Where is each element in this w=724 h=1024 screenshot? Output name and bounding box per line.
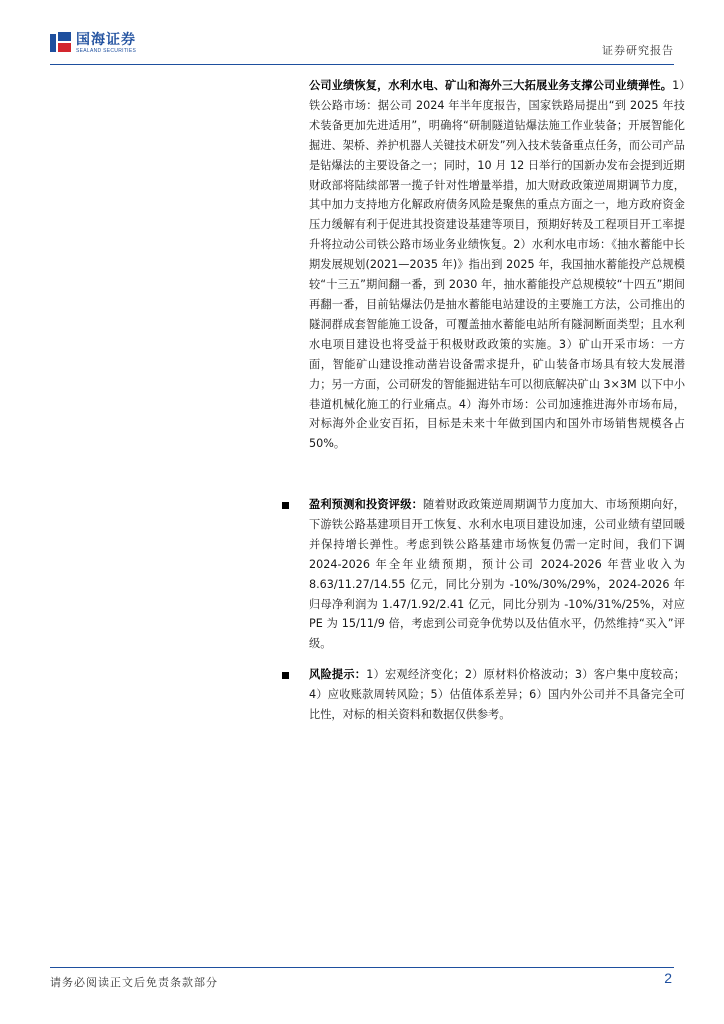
page-header [50,28,674,64]
disclaimer-note: 请务必阅读正文后免责条款部分 [50,976,218,989]
paragraph-text: 随着财政政策逆周期调节力度加大、市场预期向好，下游铁公路基建项目开工恢复、水利水电项目建设加速，公司业绩有望回暖并保持增长弹性。考虑到铁公路基建市场恢复仍需一定时间，我们下调 2024-2026 年全年业绩预期，预计公司 2024-2026 年营业收入为 8.63/11.27/14.55 亿元，同比分别为 -10%/30%/29%，2024-2026 年归母净利润为 1.47/1.92/2.41 亿元，同比分别为 -10%/31%/25%，对应 PE 为 15/11/9 倍，考虑到公司竞争优势以及估值水平，仍然维持“买入”评级。 [309,498,685,651]
paragraph-lead: 公司业绩恢复，水利水电、矿山和海外三大拓展业务支撑公司业绩弹性。 [309,79,673,92]
logo-name-en: SEALAND SECURITIES [76,47,137,54]
report-type-label: 证券研究报告 [602,44,674,57]
bullet-square-icon [282,502,289,509]
forecast-rating-paragraph [309,495,685,654]
paragraph-text: 1）宏观经济变化；2）原材料价格波动；3）客户集中度较高；4）应收账款周转风险；5）估值体系差异；6）国内外公司并不具备完全可比性，对标的相关资料和数据仅供参考。 [309,668,685,721]
company-logo [50,32,136,54]
business-recovery-paragraph [309,76,685,454]
logo-mark-icon [50,32,72,54]
bullet-square-icon [282,672,289,679]
header-divider [50,64,674,65]
paragraph-lead: 风险提示： [309,668,367,681]
logo-name-cn: 国海证券 [76,31,136,48]
page-number: 2 [664,970,672,986]
footer-divider [50,967,674,968]
paragraph-lead: 盈利预测和投资评级： [309,498,423,511]
risk-warning-paragraph [309,665,685,725]
paragraph-text: 1）铁公路市场：据公司 2024 年半年度报告，国家铁路局提出“到 2025 年技术装备更加先进适用”，明确将“研制隧道钻爆法施工作业装备；开展智能化掘进、架桥、养护机器人关键技术研发”列入技术装备重点任务，而公司产品是钻爆法的主要设备之一；同时，10 月 12 日举行的国新办发布会提到近期财政部将陆续部署一揽子针对性增量举措，加大财政政策逆周期调节力度，其中加力支持地方化解政府债务风险是聚焦的重点方面之一，地方政府资金压力缓解有利于促进其投资建设基建等项目，预期好转及工程项目开工率提升将拉动公司铁公路市场业务业绩恢复。2）水利水电市场：《抽水蓄能中长期发展规划(2021—2035 年)》指出到 2025 年，我国抽水蓄能投产总规模较“十三五”期间翻一番，到 2030 年，抽水蓄能投产总规模较“十四五”期间再翻一番，目前钻爆法仍是抽水蓄能电站建设的主要施工方法，公司推出的隧洞群成套智能施工设备，可覆盖抽水蓄能电站所有隧洞断面类型；且水利水电项目建设也将受益于积极财政政策的实施。3）矿山开采市场：一方面，智能矿山建设推动凿岩设备需求提升，矿山装备市场具有较大发展潜力；另一方面，公司研发的智能掘进钻车可以彻底解决矿山 3×3M 以下中小巷道机械化施工的行业痛点。4）海外市场：公司加速推进海外市场布局，对标海外企业安百拓，目标是未来十年做到国内和国外市场销售规模各占 50%。 [309,79,686,451]
